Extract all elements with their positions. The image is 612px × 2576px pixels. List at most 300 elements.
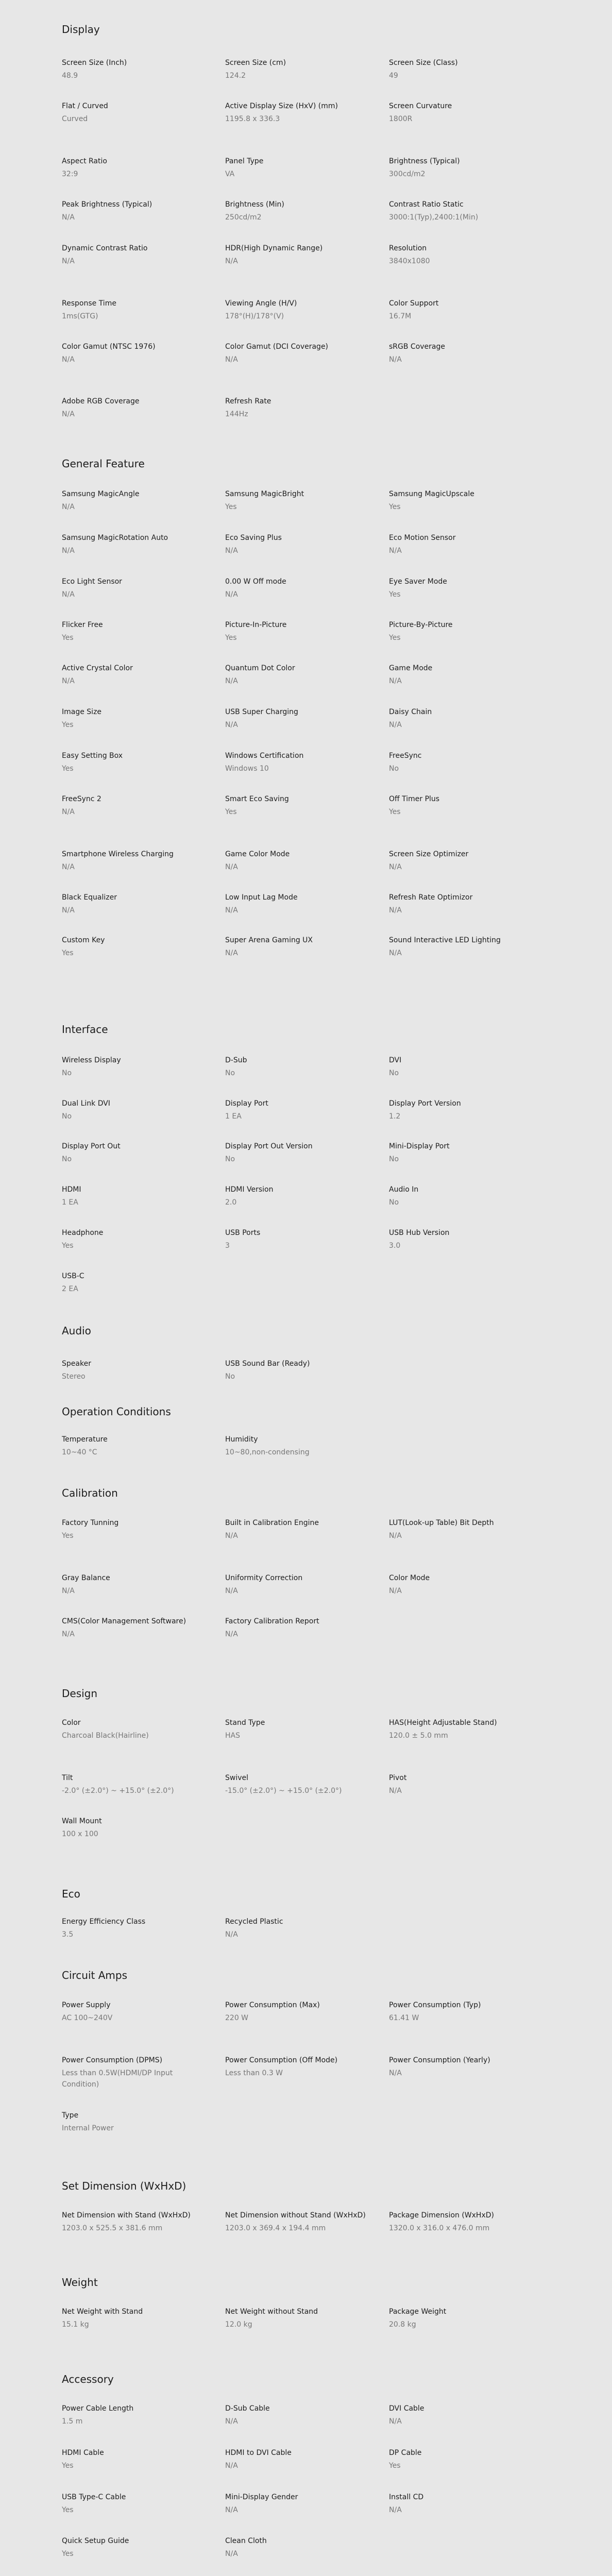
spec-item: [62, 619, 206, 643]
spec-value: 3.5: [62, 1930, 74, 1939]
spec-value: 1203.0 x 369.4 x 194.4 mm: [225, 2224, 326, 2232]
spec-item: [62, 1717, 206, 1741]
spec-label: USB-C: [62, 1272, 84, 1280]
spec-item: [225, 1358, 369, 1382]
section-title: Interface: [62, 1023, 108, 1036]
spec-value: 144Hz: [225, 410, 248, 418]
spec-item: [225, 2535, 369, 2560]
spec-value: Charcoal Black(Hairline): [62, 1732, 149, 1740]
spec-value: 100 x 100: [62, 1830, 98, 1838]
spec-value: N/A: [389, 949, 402, 957]
spec-value: Curved: [62, 115, 88, 123]
spec-label: Samsung MagicBright: [225, 490, 304, 498]
spec-value: 1195.8 x 336.3: [225, 115, 280, 123]
spec-value: 2 EA: [62, 1285, 78, 1293]
spec-value: 1ms(GTG): [62, 312, 98, 320]
spec-label: Net Weight with Stand: [62, 2308, 143, 2316]
spec-label: DVI Cable: [389, 2404, 424, 2413]
spec-label: Off Timer Plus: [389, 795, 440, 803]
spec-item: [389, 57, 533, 81]
spec-item: [389, 1098, 533, 1122]
spec-label: Tilt: [62, 1774, 73, 1782]
spec-value: 300cd/m2: [389, 170, 426, 178]
spec-label: Speaker: [62, 1360, 91, 1368]
spec-item: [389, 2447, 533, 2471]
spec-label: Stand Type: [225, 1719, 265, 1727]
spec-value: N/A: [225, 1587, 238, 1595]
spec-value: No: [62, 1069, 72, 1077]
spec-label: Screen Size (Inch): [62, 59, 127, 67]
spec-item: [62, 1916, 206, 1940]
spec-label: Dynamic Contrast Ratio: [62, 244, 148, 252]
spec-value: 1 EA: [225, 1112, 242, 1121]
spec-label: HAS(Height Adjustable Stand): [389, 1719, 497, 1727]
spec-item: [225, 576, 369, 600]
spec-label: Color Mode: [389, 1574, 430, 1582]
spec-item: [62, 750, 206, 774]
spec-item: [225, 2210, 369, 2234]
spec-item: [225, 1517, 369, 1541]
spec-item: [389, 793, 533, 818]
spec-label: Viewing Angle (H/V): [225, 299, 297, 308]
spec-value: N/A: [225, 677, 238, 685]
spec-label: Power Cable Length: [62, 2404, 134, 2413]
spec-label: Aspect Ratio: [62, 157, 107, 165]
spec-item: [225, 1999, 369, 2024]
spec-value: 220 W: [225, 2014, 249, 2022]
spec-label: Factory Calibration Report: [225, 1617, 319, 1625]
spec-label: sRGB Coverage: [389, 343, 445, 351]
spec-item: [62, 2110, 206, 2134]
spec-item: [62, 341, 206, 365]
spec-label: USB Super Charging: [225, 708, 298, 716]
spec-item: [225, 793, 369, 818]
spec-item: [225, 488, 369, 513]
spec-label: Picture-By-Picture: [389, 621, 453, 629]
spec-value: N/A: [389, 1587, 402, 1595]
section-title: Design: [62, 1687, 98, 1700]
spec-item: [62, 1358, 206, 1382]
spec-label: Image Size: [62, 708, 102, 716]
spec-item: [225, 1141, 369, 1165]
spec-value: Yes: [62, 765, 74, 773]
spec-value: No: [389, 1069, 399, 1077]
spec-item: [62, 1434, 206, 1458]
spec-value: 124.2: [225, 72, 246, 80]
spec-value: 3: [225, 1242, 230, 1250]
spec-label: Headphone: [62, 1229, 104, 1237]
spec-label: Smartphone Wireless Charging: [62, 850, 174, 858]
spec-value: N/A: [225, 590, 238, 599]
spec-label: Daisy Chain: [389, 708, 432, 716]
spec-item: [62, 2447, 206, 2471]
spec-value: N/A: [62, 590, 75, 599]
spec-label: Energy Efficiency Class: [62, 1918, 146, 1926]
spec-item: [62, 706, 206, 731]
spec-label: FreeSync: [389, 752, 422, 760]
spec-label: HDMI to DVI Cable: [225, 2449, 292, 2457]
spec-value: N/A: [62, 677, 75, 685]
spec-item: [389, 663, 533, 687]
spec-value: 2.0: [225, 1198, 237, 1207]
spec-item: [62, 2210, 206, 2234]
spec-item: [62, 1055, 206, 1079]
spec-label: Color Gamut (DCI Coverage): [225, 343, 329, 351]
spec-value: N/A: [62, 213, 75, 222]
spec-item: [225, 750, 369, 774]
spec-item: [389, 750, 533, 774]
spec-value: 10~40 °C: [62, 1448, 97, 1456]
spec-label: Wireless Display: [62, 1056, 121, 1064]
spec-item: [389, 706, 533, 731]
spec-item: [62, 1141, 206, 1165]
spec-value: VA: [225, 170, 235, 178]
spec-item: [389, 156, 533, 180]
spec-label: Samsung MagicAngle: [62, 490, 140, 498]
spec-value: N/A: [389, 2069, 402, 2077]
spec-label: Wall Mount: [62, 1817, 102, 1825]
spec-label: DP Cable: [389, 2449, 422, 2457]
spec-label: Contrast Ratio Static: [389, 200, 464, 209]
spec-value: 1800R: [389, 115, 413, 123]
spec-item: [389, 1227, 533, 1251]
spec-label: Easy Setting Box: [62, 752, 123, 760]
spec-item: [225, 2447, 369, 2471]
spec-item: [389, 619, 533, 643]
spec-item: [225, 100, 369, 125]
spec-label: Windows Certification: [225, 752, 304, 760]
spec-label: Recycled Plastic: [225, 1918, 283, 1926]
spec-label: Power Consumption (DPMS): [62, 2056, 163, 2064]
spec-value: 61.41 W: [389, 2014, 419, 2022]
spec-item: [62, 1270, 206, 1295]
spec-item: [62, 892, 206, 916]
spec-label: Samsung MagicRotation Auto: [62, 534, 168, 542]
spec-item: [62, 488, 206, 513]
spec-value: Yes: [389, 2462, 401, 2470]
section-title: Accessory: [62, 2373, 114, 2385]
section-title: Set Dimension (WxHxD): [62, 2180, 186, 2192]
spec-label: Built in Calibration Engine: [225, 1519, 319, 1527]
spec-item: [62, 576, 206, 600]
spec-value: N/A: [389, 721, 402, 729]
spec-item: [62, 298, 206, 322]
spec-item: [225, 396, 369, 420]
spec-label: Peak Brightness (Typical): [62, 200, 152, 209]
spec-value: 48.9: [62, 72, 78, 80]
spec-label: Screen Size Optimizer: [389, 850, 469, 858]
spec-item: [62, 532, 206, 556]
spec-value: Yes: [62, 1242, 74, 1250]
spec-label: Mini-Display Port: [389, 1142, 450, 1150]
spec-label: Display Port: [225, 1099, 268, 1108]
spec-label: Black Equalizer: [62, 893, 117, 902]
spec-value: Stereo: [62, 1372, 86, 1381]
spec-item: [62, 199, 206, 223]
spec-item: [225, 1717, 369, 1741]
section-title: General Feature: [62, 457, 145, 470]
spec-value: N/A: [389, 2506, 402, 2514]
spec-item: [62, 1098, 206, 1122]
spec-value: AC 100~240V: [62, 2014, 113, 2022]
spec-label: Display Port Out: [62, 1142, 121, 1150]
spec-value: Yes: [225, 503, 237, 511]
spec-item: [389, 243, 533, 267]
spec-value: N/A: [225, 949, 238, 957]
spec-item: [389, 935, 533, 959]
spec-value: N/A: [62, 906, 75, 914]
spec-item: [389, 1572, 533, 1597]
spec-value: N/A: [62, 547, 75, 555]
spec-value: 1.2: [389, 1112, 401, 1121]
spec-label: Swivel: [225, 1774, 249, 1782]
spec-item: [225, 156, 369, 180]
spec-item: [389, 849, 533, 873]
spec-item: [225, 935, 369, 959]
spec-label: USB Type-C Cable: [62, 2493, 126, 2501]
section-title: Display: [62, 23, 100, 36]
spec-value: N/A: [225, 863, 238, 871]
spec-item: [62, 1517, 206, 1541]
spec-label: Quick Setup Guide: [62, 2537, 129, 2545]
spec-value: 3840x1080: [389, 257, 430, 265]
spec-item: [62, 1772, 206, 1797]
spec-label: USB Ports: [225, 1229, 261, 1237]
spec-item: [62, 1999, 206, 2024]
spec-label: Eco Light Sensor: [62, 578, 122, 586]
spec-label: Pivot: [389, 1774, 407, 1782]
spec-value: No: [62, 1155, 72, 1163]
spec-item: [62, 57, 206, 81]
spec-label: Flat / Curved: [62, 102, 108, 110]
spec-label: LUT(Look-up Table) Bit Depth: [389, 1519, 494, 1527]
spec-item: [225, 1434, 369, 1458]
spec-value: 1320.0 x 316.0 x 476.0 mm: [389, 2224, 490, 2232]
spec-label: 0.00 W Off mode: [225, 578, 286, 586]
spec-value: Yes: [225, 808, 237, 816]
spec-label: Gray Balance: [62, 1574, 110, 1582]
spec-value: Yes: [62, 634, 74, 642]
spec-item: [225, 1616, 369, 1640]
spec-label: Color Support: [389, 299, 439, 308]
spec-value: Yes: [389, 590, 401, 599]
spec-label: Clean Cloth: [225, 2537, 267, 2545]
spec-item: [225, 1916, 369, 1940]
spec-item: [62, 396, 206, 420]
spec-value: N/A: [389, 863, 402, 871]
spec-label: CMS(Color Management Software): [62, 1617, 186, 1625]
spec-item: [225, 706, 369, 731]
spec-value: N/A: [225, 721, 238, 729]
spec-item: [389, 2210, 533, 2234]
spec-value: 250cd/m2: [225, 213, 262, 222]
spec-value: N/A: [389, 677, 402, 685]
spec-item: [62, 849, 206, 873]
spec-item: [389, 892, 533, 916]
spec-value: N/A: [62, 1587, 75, 1595]
spec-value: Yes: [62, 721, 74, 729]
spec-value: 12.0 kg: [225, 2320, 252, 2329]
spec-value: 1.5 m: [62, 2417, 83, 2426]
spec-value: Yes: [62, 2550, 74, 2558]
spec-item: [62, 1184, 206, 1208]
spec-label: Response Time: [62, 299, 116, 308]
spec-item: [389, 1184, 533, 1208]
spec-value: Yes: [389, 808, 401, 816]
spec-value: 10~80,non-condensing: [225, 1448, 310, 1456]
spec-label: Type: [62, 2111, 79, 2120]
spec-item: [62, 1616, 206, 1640]
spec-item: [225, 243, 369, 267]
spec-value: N/A: [62, 355, 75, 364]
spec-label: Package Dimension (WxHxD): [389, 2211, 494, 2219]
spec-value: N/A: [225, 547, 238, 555]
spec-label: Eye Saver Mode: [389, 578, 447, 586]
spec-value: 15.1 kg: [62, 2320, 89, 2329]
spec-item: [389, 2306, 533, 2330]
spec-label: Display Port Version: [389, 1099, 461, 1108]
spec-label: Screen Size (Class): [389, 59, 458, 67]
spec-value: No: [389, 1198, 399, 1207]
spec-value: Yes: [62, 2462, 74, 2470]
spec-label: Active Display Size (HxV) (mm): [225, 102, 338, 110]
spec-item: [62, 2403, 206, 2427]
spec-label: HDMI Cable: [62, 2449, 104, 2457]
spec-label: Brightness (Typical): [389, 157, 460, 165]
spec-item: [225, 849, 369, 873]
section-title: Operation Conditions: [62, 1405, 171, 1418]
spec-label: Super Arena Gaming UX: [225, 936, 313, 944]
section-title: Weight: [62, 2276, 98, 2289]
section-title: Calibration: [62, 1487, 118, 1499]
spec-item: [389, 1999, 533, 2024]
spec-value: 20.8 kg: [389, 2320, 416, 2329]
spec-item: [62, 663, 206, 687]
spec-item: [225, 1055, 369, 1079]
spec-value: Yes: [389, 503, 401, 511]
section-title: Eco: [62, 1888, 80, 1900]
spec-label: Dual Link DVI: [62, 1099, 110, 1108]
spec-value: N/A: [225, 906, 238, 914]
spec-item: [62, 2492, 206, 2516]
spec-label: Net Dimension with Stand (WxHxD): [62, 2211, 191, 2219]
spec-label: Adobe RGB Coverage: [62, 397, 140, 405]
spec-item: [225, 1572, 369, 1597]
spec-label: Screen Size (cm): [225, 59, 286, 67]
spec-value: N/A: [62, 257, 75, 265]
spec-value: 3000:1(Typ),2400:1(Min): [389, 213, 479, 222]
spec-item: [389, 341, 533, 365]
spec-item: [225, 2492, 369, 2516]
spec-value: N/A: [62, 1630, 75, 1638]
spec-label: HDMI Version: [225, 1185, 274, 1194]
spec-item: [62, 2055, 206, 2090]
spec-value: No: [62, 1112, 72, 1121]
spec-label: Power Consumption (Max): [225, 2001, 320, 2009]
spec-item: [225, 57, 369, 81]
section-title: Circuit Amps: [62, 1969, 128, 1981]
spec-value: N/A: [225, 2462, 238, 2470]
spec-label: USB Hub Version: [389, 1229, 450, 1237]
spec-item: [225, 619, 369, 643]
spec-item: [225, 2055, 369, 2079]
spec-value: N/A: [389, 1787, 402, 1795]
spec-label: Factory Tunning: [62, 1519, 119, 1527]
spec-value: 32:9: [62, 170, 78, 178]
spec-value: N/A: [62, 863, 75, 871]
spec-label: D-Sub: [225, 1056, 247, 1064]
spec-label: Brightness (Min): [225, 200, 284, 209]
spec-value: N/A: [389, 2417, 402, 2426]
spec-value: Less than 0.5W(HDMI/DP Input Condition): [62, 2069, 173, 2089]
spec-label: Samsung MagicUpscale: [389, 490, 474, 498]
spec-item: [389, 2403, 533, 2427]
spec-value: N/A: [225, 1532, 238, 1540]
spec-item: [225, 298, 369, 322]
spec-label: Low Input Lag Mode: [225, 893, 298, 902]
spec-label: Power Supply: [62, 2001, 111, 2009]
spec-value: Windows 10: [225, 765, 269, 773]
spec-value: HAS: [225, 1732, 240, 1740]
spec-value: N/A: [62, 503, 75, 511]
spec-item: [389, 1772, 533, 1797]
spec-item: [225, 532, 369, 556]
spec-value: 49: [389, 72, 398, 80]
spec-label: Package Weight: [389, 2308, 447, 2316]
spec-value: No: [225, 1372, 235, 1381]
spec-item: [225, 2306, 369, 2330]
spec-item: [389, 488, 533, 513]
spec-value: 1 EA: [62, 1198, 78, 1207]
spec-label: Power Consumption (Typ): [389, 2001, 481, 2009]
spec-value: N/A: [225, 355, 238, 364]
spec-item: [62, 100, 206, 125]
spec-label: Smart Eco Saving: [225, 795, 289, 803]
spec-value: 3.0: [389, 1242, 401, 1250]
spec-value: Yes: [225, 634, 237, 642]
spec-label: Mini-Display Gender: [225, 2493, 298, 2501]
spec-value: N/A: [225, 2417, 238, 2426]
spec-label: Eco Motion Sensor: [389, 534, 456, 542]
spec-item: [225, 2403, 369, 2427]
spec-item: [62, 156, 206, 180]
section-title: Audio: [62, 1325, 91, 1337]
spec-value: N/A: [389, 906, 402, 914]
spec-item: [389, 1141, 533, 1165]
spec-value: 16.7M: [389, 312, 412, 320]
spec-value: 1203.0 x 525.5 x 381.6 mm: [62, 2224, 163, 2232]
spec-label: Game Color Mode: [225, 850, 290, 858]
spec-value: Internal Power: [62, 2124, 114, 2132]
spec-label: Net Weight without Stand: [225, 2308, 318, 2316]
spec-value: N/A: [62, 808, 75, 816]
spec-label: DVI: [389, 1056, 402, 1064]
spec-value: No: [225, 1069, 235, 1077]
spec-item: [389, 298, 533, 322]
spec-value: 120.0 ± 5.0 mm: [389, 1732, 448, 1740]
spec-label: Active Crystal Color: [62, 664, 133, 672]
spec-item: [225, 1227, 369, 1251]
spec-label: Color Gamut (NTSC 1976): [62, 343, 156, 351]
spec-item: [389, 532, 533, 556]
spec-value: N/A: [225, 2550, 238, 2558]
spec-label: D-Sub Cable: [225, 2404, 270, 2413]
spec-value: No: [389, 1155, 399, 1163]
spec-label: HDMI: [62, 1185, 81, 1194]
spec-value: N/A: [225, 257, 238, 265]
spec-item: [389, 1055, 533, 1079]
spec-label: Game Mode: [389, 664, 433, 672]
